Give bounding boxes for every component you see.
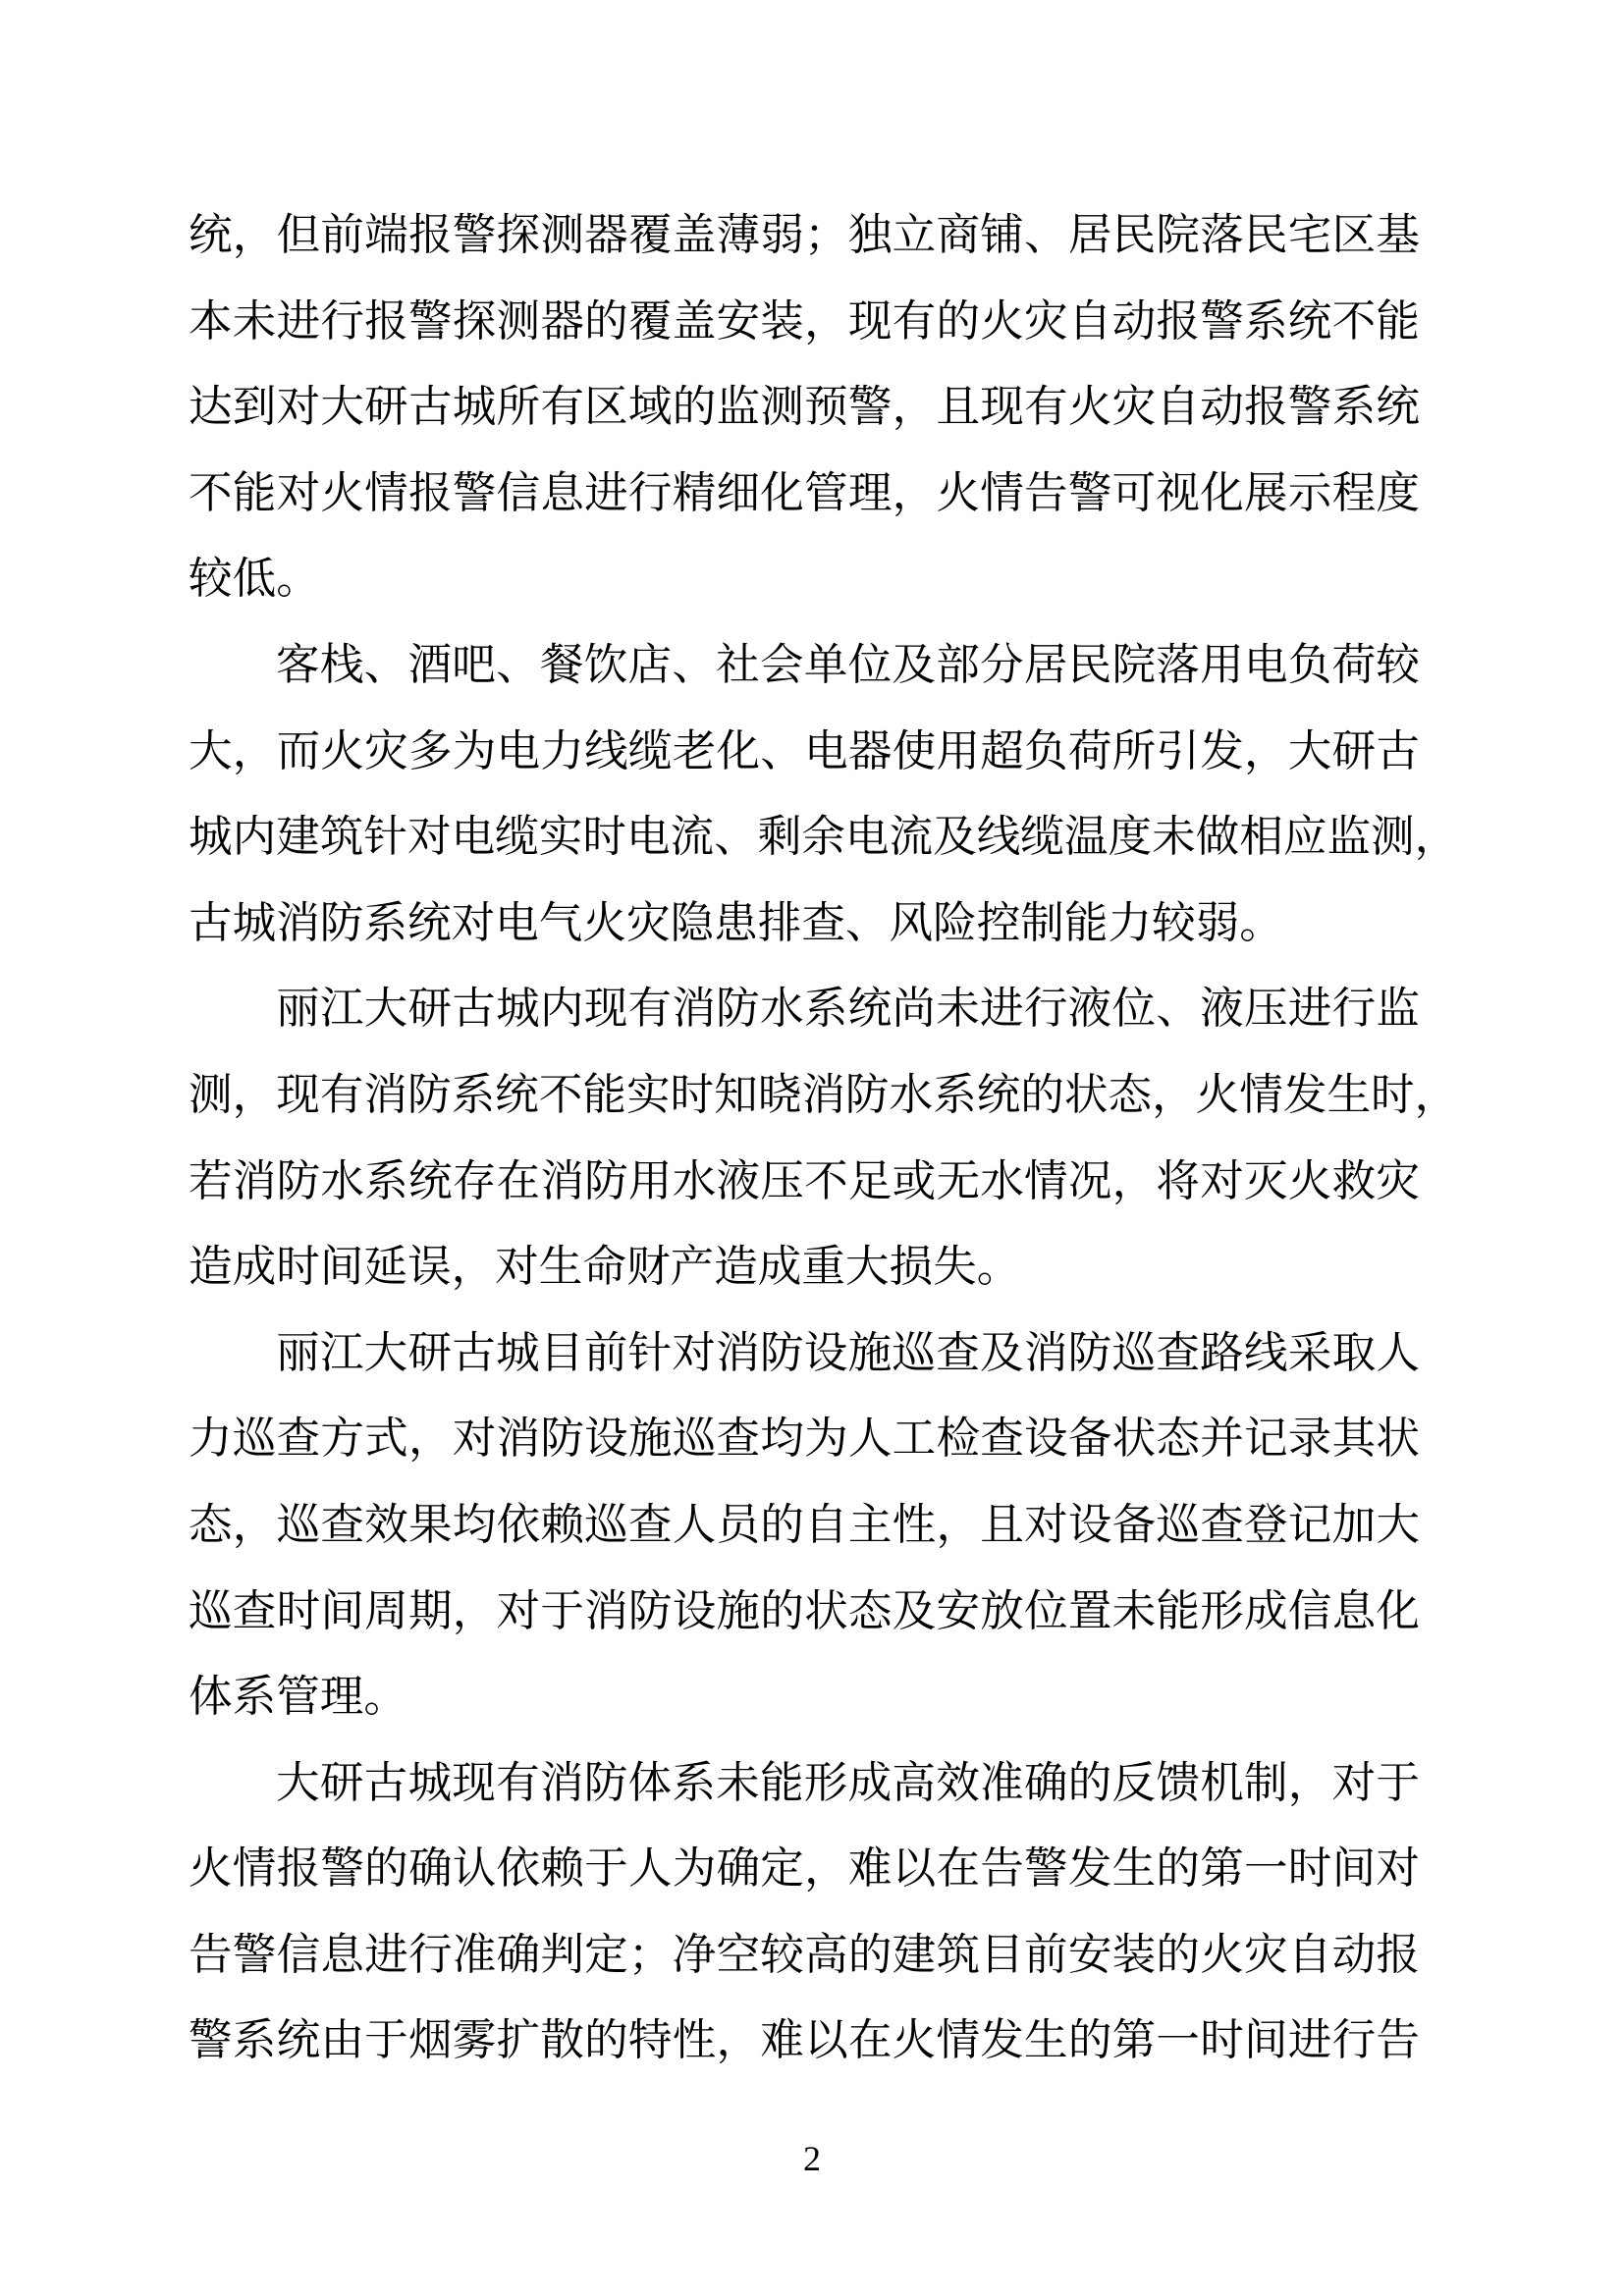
text-line: 大研古城现有消防体系未能形成高效准确的反馈机制，对于	[276, 1756, 1420, 1808]
text-line: 力巡查方式，对消防设施巡查均为人工检查设备状态并记录其状	[189, 1413, 1420, 1465]
document-body	[189, 192, 1459, 2084]
text-line: 告警信息进行准确判定；净空较高的建筑目前安装的火灾自动报	[189, 1928, 1420, 1980]
text-line: 本未进行报警探测器的覆盖安装，现有的火灾自动报警系统不能	[189, 294, 1420, 347]
text-line: 测，现有消防系统不能实时知晓消防水系统的状态，火情发生时，	[189, 1068, 1459, 1120]
text-line: 态，巡查效果均依赖巡查人员的自主性，且对设备巡查登记加大	[189, 1498, 1420, 1550]
paragraph-1	[189, 192, 1420, 622]
text-line: 警系统由于烟雾扩散的特性，难以在火情发生的第一时间进行告	[189, 2014, 1420, 2066]
text-line: 巡查时间周期，对于消防设施的状态及安放位置未能形成信息化	[189, 1584, 1420, 1636]
text-line: 不能对火情报警信息进行精细化管理，火情告警可视化展示程度	[189, 466, 1420, 518]
paragraph-3	[189, 966, 1459, 1309]
text-line: 火情报警的确认依赖于人为确定，难以在告警发生的第一时间对	[189, 1842, 1420, 1895]
text-line: 较低。	[189, 553, 320, 605]
text-line: 丽江大研古城内现有消防水系统尚未进行液位、液压进行监	[276, 983, 1420, 1035]
text-line: 城内建筑针对电缆实时电流、剩余电流及线缆温度未做相应监测，	[189, 811, 1459, 863]
text-line: 体系管理。	[189, 1671, 407, 1723]
text-line: 大，而火灾多为电力线缆老化、电器使用超负荷所引发，大研古	[189, 724, 1420, 776]
text-line: 古城消防系统对电气火灾隐患排查、风险控制能力较弱。	[189, 896, 1283, 948]
text-line: 统，但前端报警探测器覆盖薄弱；独立商铺、居民院落民宅区基	[189, 209, 1420, 260]
text-line: 造成时间延误，对生命财产造成重大损失。	[189, 1241, 1021, 1293]
paragraph-4	[189, 1310, 1420, 1740]
text-line: 若消防水系统存在消防用水液压不足或无水情况，将对灭火救灾	[189, 1154, 1420, 1206]
paragraph-5	[189, 1740, 1420, 2084]
text-line: 客栈、酒吧、餐饮店、社会单位及部分居民院落用电负荷较	[276, 638, 1420, 690]
page-number: 2	[803, 2139, 821, 2178]
paragraph-2	[189, 622, 1459, 966]
text-line: 丽江大研古城目前针对消防设施巡查及消防巡查路线采取人	[276, 1326, 1420, 1378]
text-line: 达到对大研古城所有区域的监测预警，且现有火灾自动报警系统	[189, 381, 1420, 433]
